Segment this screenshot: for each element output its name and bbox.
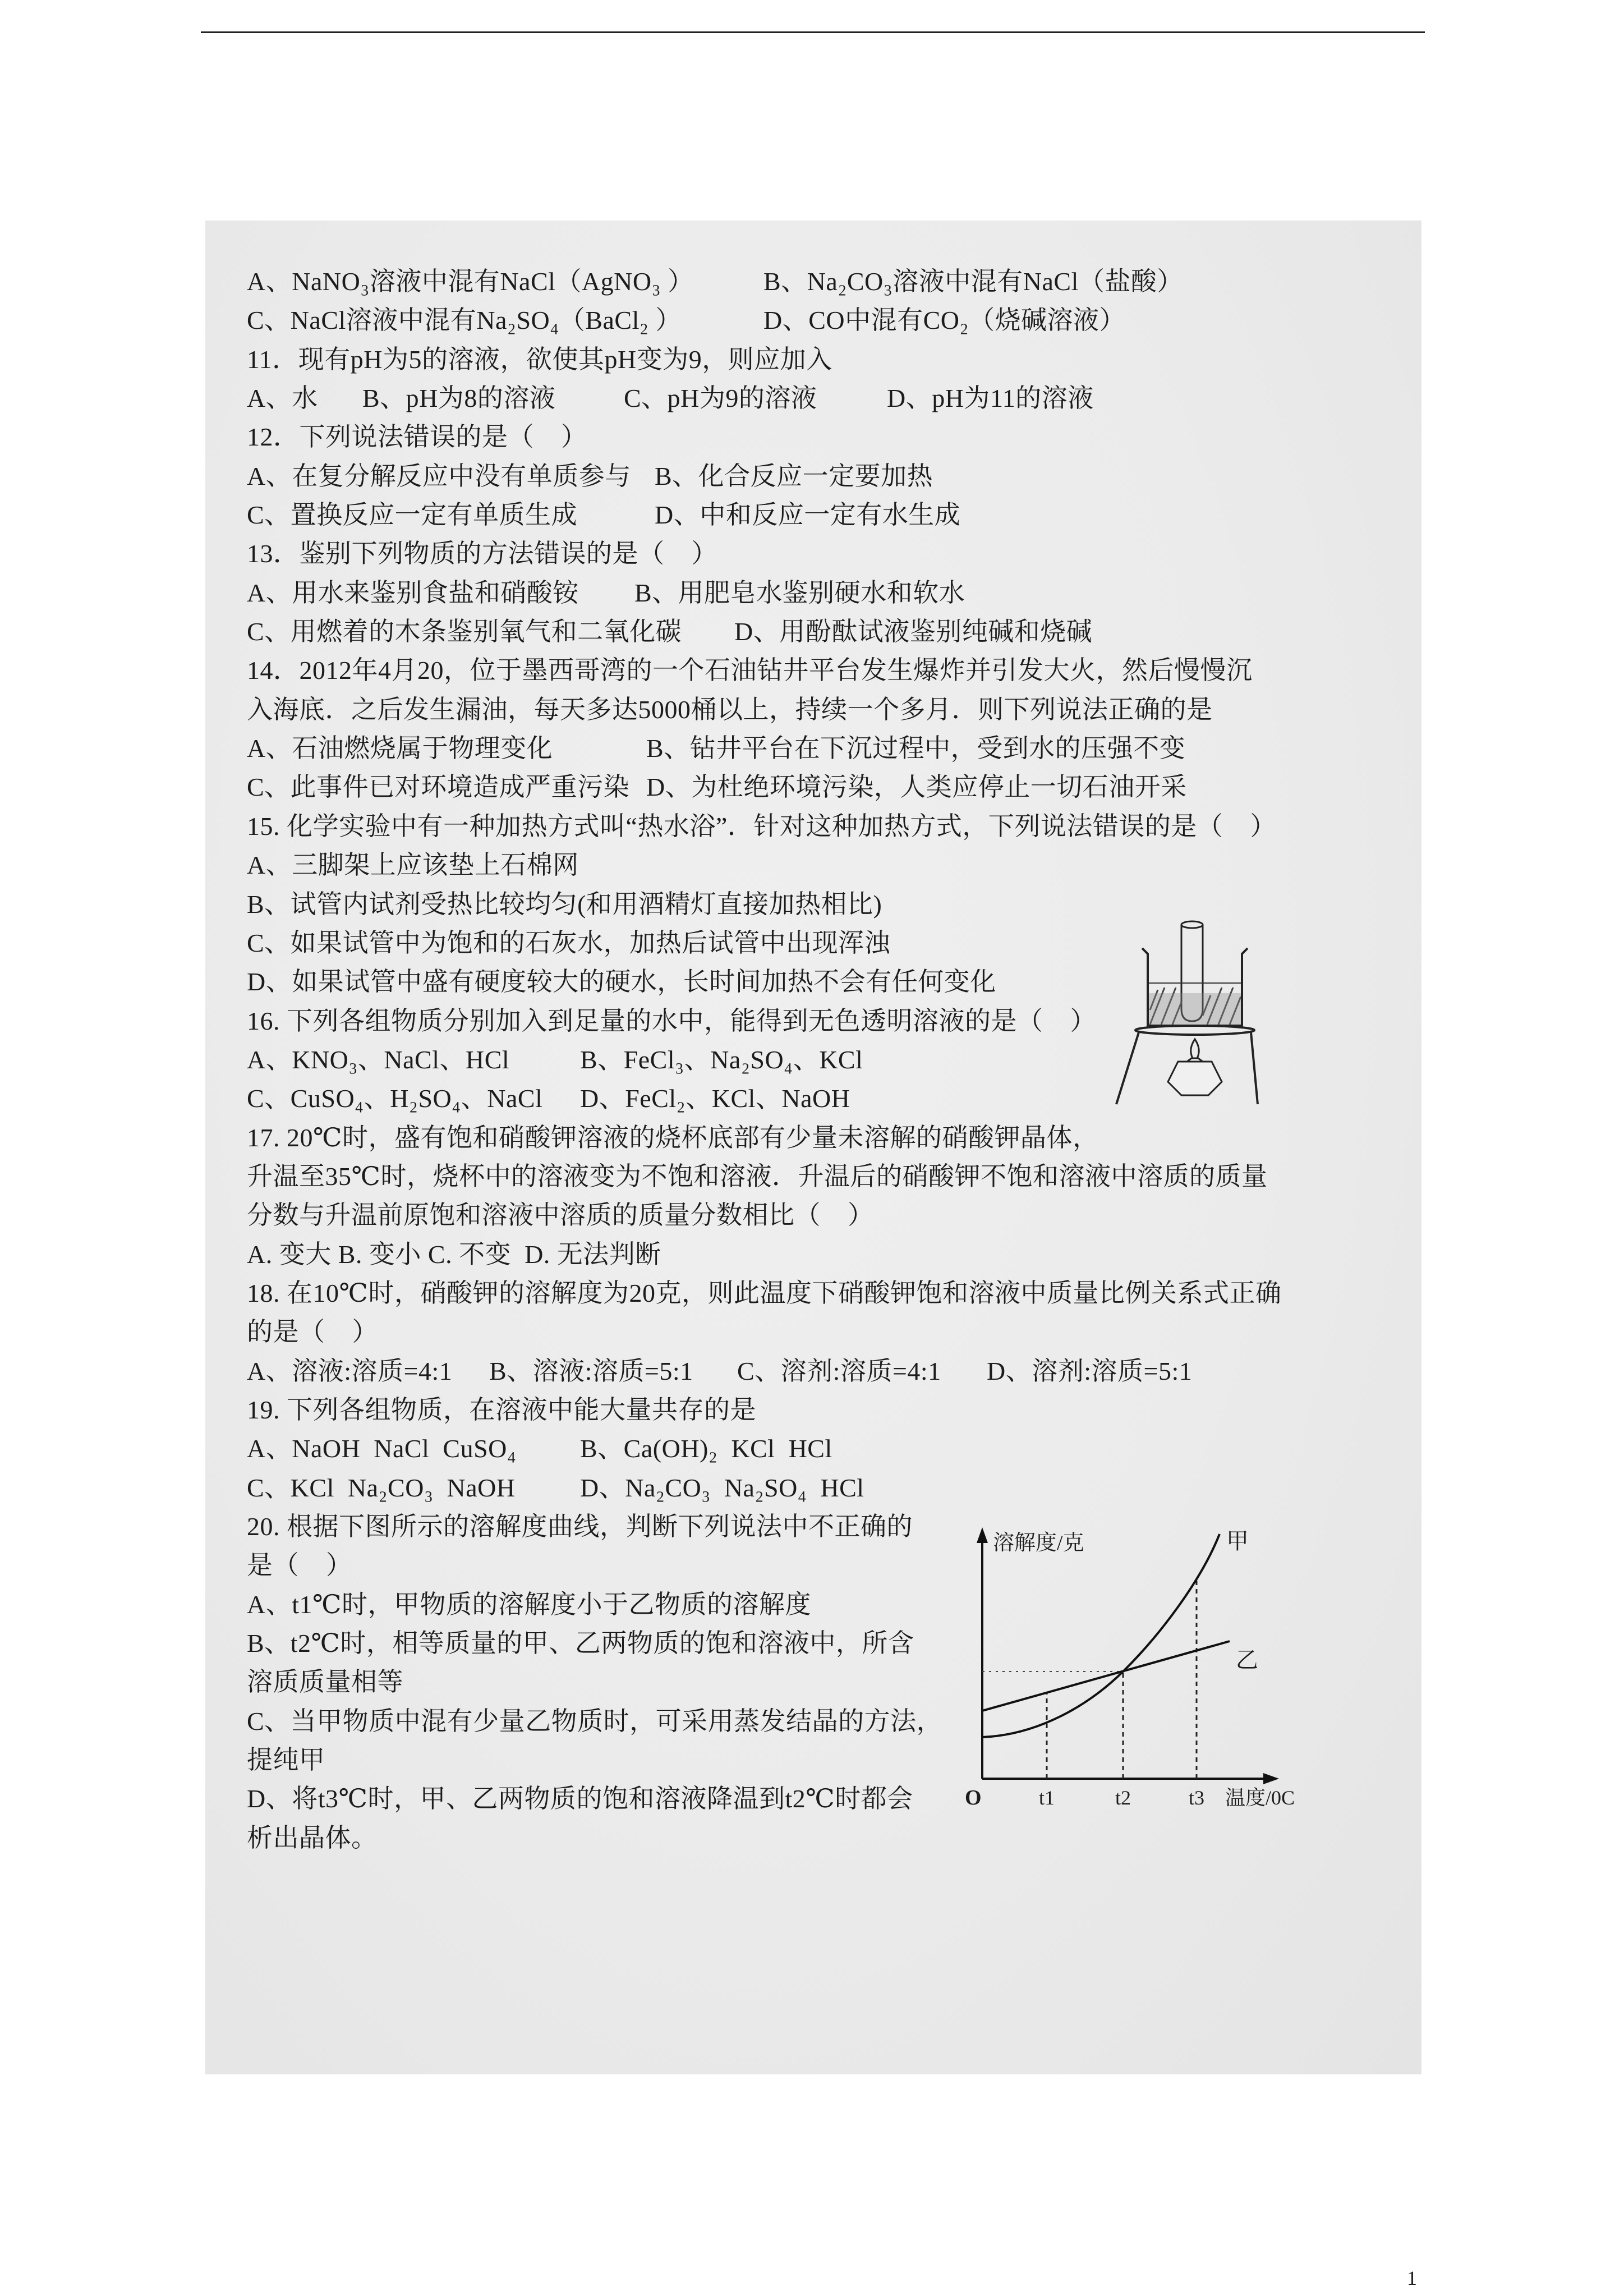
q16-option-a: A、KNO₃、NaCl、HCl: [247, 1045, 510, 1074]
q20-option-b-cont: 溶质质量相等: [247, 1668, 403, 1697]
x-axis-arrow: [1263, 1773, 1279, 1784]
q18-stem-line: [247, 1312, 1402, 1351]
tick-label-t2: t2: [1115, 1787, 1131, 1809]
q13-option-b: B、用肥皂水鉴别硬水和软水: [634, 578, 965, 607]
q13-option-d: D、用酚酞试液鉴别纯碱和烧碱: [734, 617, 1093, 646]
q15-option-line: [247, 846, 1402, 884]
q17-options: A. 变大 B. 变小 C. 不变 D. 无法判断: [247, 1239, 661, 1269]
water-bath-apparatus-figure: [1111, 915, 1262, 1111]
q20-option-c-cont: 提纯甲: [247, 1746, 325, 1775]
q14-option-a: A、石油燃烧属于物理变化: [247, 734, 553, 763]
q12-option-b: B、化合反应一定要加热: [655, 461, 933, 490]
q14-stem: 14．2012年4月20，位于墨西哥湾的一个石油钻井平台发生爆炸并引发大火，然后慢慢沉: [247, 656, 1253, 685]
q19-option-a: A、NaOH NaCl CuSO₄: [247, 1434, 517, 1463]
q10-option-a: A、NaNO₃溶液中混有NaCl（AgNO₃ ）: [247, 267, 694, 296]
q16-option-d: D、FeCl₂、KCl、NaOH: [580, 1084, 850, 1113]
q10-option-b: B、Na₂CO₃溶液中混有NaCl（盐酸）: [763, 267, 1183, 296]
q11-option-b: B、pH为8的溶液: [362, 384, 556, 413]
q16-option-b: B、FeCl₃、Na₂SO₄、KCl: [580, 1045, 863, 1074]
q14-stem-line: [247, 651, 1402, 690]
q16-option-c: C、CuSO₄、H₂SO₄、NaCl: [247, 1084, 543, 1113]
q12-options-row: [247, 457, 1402, 495]
q15-stem-line: [247, 807, 1402, 846]
q14-options-row: [247, 729, 1402, 768]
curve-label-jia: 甲: [1226, 1528, 1249, 1554]
q11-options-row: [247, 379, 1402, 417]
q17-stem: 17. 20℃时，盛有饱和硝酸钾溶液的烧杯底部有少量未溶解的硝酸钾晶体，: [247, 1123, 1099, 1152]
q12-option-d: D、中和反应一定有水生成: [655, 500, 961, 530]
q19-options-row: [247, 1429, 1402, 1468]
q10-options-row: [247, 301, 1402, 339]
tripod-leg: [1116, 1032, 1139, 1104]
q13-options-row: [247, 573, 1402, 612]
q19-option-c: C、KCl Na₂CO₃ NaOH: [247, 1473, 516, 1502]
curve-jia: [982, 1534, 1220, 1737]
q18-option-d: D、溶剂:溶质=5:1: [987, 1356, 1193, 1385]
q16-stem: 16. 下列各组物质分别加入到足量的水中，能得到无色透明溶液的是（ ）: [247, 1006, 1096, 1035]
q14-stem: 入海底．之后发生漏油，每天多达5000桶以上，持续一个多月．则下列说法正确的是: [247, 695, 1213, 724]
q19-option-b: B、Ca(OH)₂ KCl HCl: [580, 1434, 832, 1463]
q18-option-c: C、溶剂:溶质=4:1: [737, 1356, 941, 1385]
q20-option-b: B、t2℃时，相等质量的甲、乙两物质的饱和溶液中，所含: [247, 1629, 914, 1658]
y-axis-arrow: [977, 1527, 988, 1543]
q11-stem-line: [247, 340, 1402, 379]
lamp-flame: [1191, 1039, 1199, 1058]
q17-options-row: [247, 1235, 1402, 1274]
q20-option-a: A、t1℃时，甲物质的溶解度小于乙物质的溶解度: [247, 1590, 811, 1619]
q11-option-c: C、pH为9的溶液: [624, 384, 817, 413]
tripod-leg: [1251, 1032, 1258, 1104]
q15-option-c: C、如果试管中为饱和的石灰水，加热后试管中出现浑浊: [247, 928, 891, 957]
q19-option-d: D、Na₂CO₃ Na₂SO₄ HCl: [580, 1473, 864, 1502]
q15-option-b: B、试管内试剂受热比较均匀(和用酒精灯直接加热相比): [247, 889, 882, 919]
q18-stem: 18. 在10℃时，硝酸钾的溶解度为20克，则此温度下硝酸钾饱和溶液中质量比例关系式正确: [247, 1278, 1282, 1307]
q18-option-b: B、溶液:溶质=5:1: [489, 1356, 693, 1385]
q18-option-a: A、溶液:溶质=4:1: [247, 1356, 453, 1385]
q13-options-row: [247, 612, 1402, 651]
q13-option-a: A、用水来鉴别食盐和硝酸铵: [247, 578, 579, 607]
q20-option-c: C、当甲物质中混有少量乙物质时，可采用蒸发结晶的方法，: [247, 1706, 943, 1735]
q19-stem: 19. 下列各组物质，在溶液中能大量共存的是: [247, 1395, 756, 1424]
q12-options-row: [247, 495, 1402, 534]
page-number: 1: [1407, 2267, 1417, 2289]
q12-stem: 12．下列说法错误的是（ ）: [247, 423, 587, 452]
q20-stem: 是（ ）: [247, 1551, 352, 1580]
q11-option-a: A、水: [247, 384, 318, 413]
q20-option-d: D、将t3℃时，甲、乙两物质的饱和溶液降温到t2℃时都会: [247, 1784, 913, 1813]
q13-stem: 13．鉴别下列物质的方法错误的是（ ）: [247, 539, 717, 568]
q15-option-d: D、如果试管中盛有硬度较大的硬水，长时间加热不会有任何变化: [247, 967, 996, 997]
q17-stem: 升温至35℃时，烧杯中的溶液变为不饱和溶液．升温后的硝酸钾不饱和溶液中溶质的质量: [247, 1161, 1268, 1191]
q14-option-b: B、钻井平台在下沉过程中，受到水的压强不变: [646, 734, 1186, 763]
q12-option-a: A、在复分解反应中没有单质参与: [247, 461, 631, 490]
alcohol-lamp: [1168, 1058, 1222, 1095]
curve-label-yi: 乙: [1236, 1647, 1258, 1673]
q19-options-row: [247, 1468, 1402, 1507]
q12-option-c: C、置换反应一定有单质生成: [247, 500, 578, 530]
q12-stem-line: [247, 417, 1402, 456]
q10-options-row: [247, 262, 1402, 301]
q18-options-row: [247, 1352, 1402, 1390]
q18-stem-line: [247, 1274, 1402, 1312]
tick-label-t1: t1: [1038, 1787, 1055, 1809]
q11-option-d: D、pH为11的溶液: [887, 384, 1094, 413]
q11-stem: 11．现有pH为5的溶液，欲使其pH变为9，则应加入: [247, 345, 832, 374]
solubility-curve-figure: [954, 1515, 1358, 1829]
q14-option-d: D、为杜绝环境污染，人类应停止一切石油开采: [646, 773, 1187, 802]
q15-option-a: A、三脚架上应该垫上石棉网: [247, 851, 579, 880]
q17-stem-line: [247, 1118, 1402, 1157]
q18-stem: 的是（ ）: [247, 1317, 378, 1347]
q14-option-c: C、此事件已对环境造成严重污染: [247, 773, 630, 802]
origin-label: O: [965, 1786, 982, 1810]
curve-yi: [982, 1641, 1230, 1711]
tick-label-t3: t3: [1188, 1787, 1205, 1809]
q14-stem-line: [247, 690, 1402, 729]
x-axis-label: 温度/0C: [1225, 1787, 1295, 1809]
y-axis-label: 溶解度/克: [993, 1531, 1084, 1555]
tripod-ring: [1135, 1026, 1254, 1035]
q10-option-d: D、CO中混有CO₂（烧碱溶液）: [763, 306, 1126, 335]
header-rule: [201, 31, 1425, 33]
q10-option-c: C、NaCl溶液中混有Na₂SO₄（BaCl₂ ）: [247, 306, 682, 335]
q17-stem: 分数与升温前原饱和溶液中溶质的质量分数相比（ ）: [247, 1201, 874, 1230]
q13-option-c: C、用燃着的木条鉴别氧气和二氧化碳: [247, 617, 682, 646]
q17-stem-line: [247, 1157, 1402, 1196]
q20-option-d-cont: 析出晶体。: [247, 1823, 378, 1852]
q17-stem-line: [247, 1196, 1402, 1234]
q19-stem-line: [247, 1390, 1402, 1429]
water: [1149, 983, 1241, 1025]
q15-stem: 15. 化学实验中有一种加热方式叫“热水浴”．针对这种加热方式，下列说法错误的是（ ）: [247, 811, 1276, 841]
q14-options-row: [247, 768, 1402, 806]
q13-stem-line: [247, 534, 1402, 573]
q20-stem: 20. 根据下图所示的溶解度曲线，判断下列说法中不正确的: [247, 1512, 913, 1541]
